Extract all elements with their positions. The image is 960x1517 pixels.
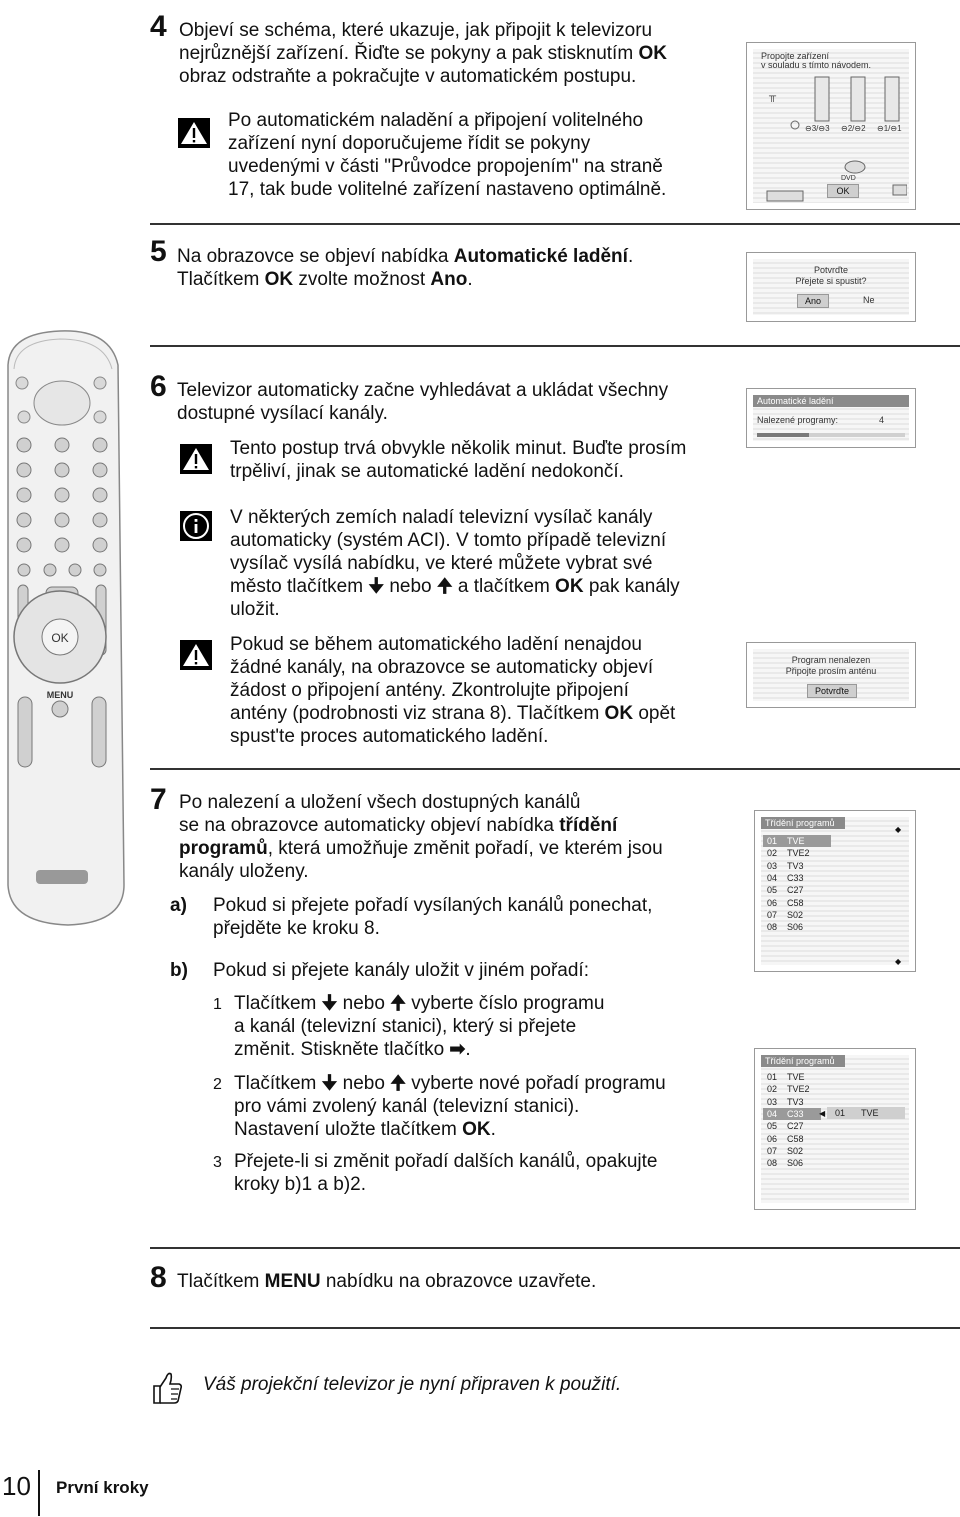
channel-name: C27: [787, 1121, 804, 1132]
program-number: 07: [767, 1145, 778, 1156]
sort-title: Třídění programů: [761, 817, 845, 829]
divider: [150, 1247, 960, 1249]
remote-control-illustration: [0, 325, 135, 930]
down-arrow-icon: 🠋: [321, 993, 338, 1014]
screen-text-line-1: Propojte zařízení: [761, 51, 830, 61]
channel-name: S06: [787, 922, 804, 933]
program-number: 04: [767, 1108, 778, 1119]
program-number: 05: [767, 1121, 778, 1132]
remote-menu-label: MENU: [46, 690, 74, 700]
warning-icon: [180, 640, 212, 670]
step-6-number: 6: [150, 370, 167, 403]
target-position: 01 TVE: [827, 1107, 905, 1119]
step-4-text: [179, 19, 719, 88]
program-number: 06: [767, 897, 778, 908]
up-arrow-icon: 🠉: [390, 1073, 406, 1094]
program-number: 02: [767, 1084, 778, 1095]
channel-name: C27: [787, 885, 804, 896]
program-number: 03: [767, 1096, 778, 1107]
step-4-line-2: nejrůznější zařízení. Řiďte se pokyny a pak stisknutím OK: [179, 43, 667, 64]
step-4-number: 4: [150, 10, 167, 43]
program-number: 08: [767, 1158, 778, 1169]
warning-icon: [178, 118, 210, 148]
table-row[interactable]: [763, 1096, 821, 1108]
program-number: 07: [767, 909, 778, 920]
channel-name: C33: [787, 1108, 804, 1119]
final-message: Váš projekční televizor je nyní připraven k použití.: [203, 1374, 622, 1395]
sort-title: Třídění programů: [761, 1055, 845, 1067]
yes-button[interactable]: Ano: [797, 294, 829, 308]
found-programs-count: 4: [879, 415, 885, 425]
right-arrow-icon: ➡: [449, 1039, 466, 1060]
program-number: 01: [767, 836, 778, 846]
screen-text-line-2: v souladu s tímto návodem.: [761, 60, 872, 70]
sort-programs-screen-b: [754, 1048, 916, 1210]
option-b-text: Pokud si přejete kanály uložit v jiném pořadí:: [213, 960, 589, 981]
channel-name: TV3: [787, 860, 804, 871]
table-row[interactable]: [763, 835, 831, 847]
channel-name: TVE2: [787, 1084, 810, 1095]
section-name: První kroky: [56, 1478, 149, 1497]
step-6-warning-text: Tento postup trvá obvykle několik minut. Buďte prosím trpěliví, jinak se automatické ladění nedokončí.: [230, 438, 687, 482]
table-row[interactable]: [763, 1083, 821, 1095]
auto-tuning-screen: [746, 388, 916, 448]
program-number: 01: [767, 1072, 778, 1082]
page-number: 10: [2, 1471, 31, 1501]
step-6-warning-2-text: Pokud se během automatického ladění nenajdou žádné kanály, na obrazovce se automaticky objeví žádost o připojení antény. Zkontrolujte připojení antény (podrobnosti viz strana 8). Tlačítkem OK opět spust'te proces automatického ladění.: [230, 634, 676, 747]
table-row[interactable]: [763, 1120, 821, 1132]
step-6-text: Televizor automaticky začne vyhledávat a ukládat všechny dostupné vysílací kanály.: [177, 380, 669, 424]
table-row[interactable]: [763, 860, 831, 872]
channel-name: S06: [787, 1158, 804, 1169]
table-row[interactable]: [763, 884, 831, 896]
tuning-progress-fill: [757, 433, 809, 437]
up-arrow-icon: 🠉: [436, 576, 453, 597]
confirm-button[interactable]: Potvrďte: [807, 684, 857, 698]
channel-name: S02: [787, 1145, 804, 1156]
substep-2-text: Tlačítkem 🠋 nebo 🠉 vyberte nové pořadí programu pro vámi zvolený kanál (televizní stanici). Nastavení uložte tlačítkem OK.: [234, 1073, 666, 1140]
substep-1-number: 1: [213, 996, 222, 1013]
scroll-up-icon[interactable]: ◆: [895, 825, 902, 834]
connection-diagram-screen: [746, 42, 916, 210]
port-label-3: ⊖3/⊖3: [805, 124, 830, 133]
substep-2-number: 2: [213, 1076, 222, 1093]
scroll-down-icon[interactable]: ◆: [895, 957, 902, 966]
divider: [150, 1327, 960, 1329]
no-button[interactable]: Ne: [863, 295, 875, 305]
table-row[interactable]: [763, 1133, 821, 1145]
footer-divider: [38, 1470, 40, 1516]
substep-3-number: 3: [213, 1154, 222, 1171]
up-arrow-icon: 🠉: [390, 993, 406, 1014]
channel-name: C33: [787, 872, 804, 883]
remote-ok-label: OK: [51, 631, 69, 645]
step-5-text: Na obrazovce se objeví nabídka Automatické ladění. Tlačítkem OK zvolte možnost Ano.: [177, 246, 634, 290]
down-arrow-icon: 🠋: [321, 1073, 338, 1094]
dvd-label: DVD: [841, 175, 856, 182]
channel-name: C58: [787, 1133, 804, 1144]
program-number: 06: [767, 1133, 778, 1144]
channel-name: S02: [787, 909, 804, 920]
program-number: 05: [767, 885, 778, 896]
table-row[interactable]: [763, 1108, 821, 1120]
info-icon: [180, 511, 212, 541]
down-arrow-icon: 🠋: [368, 576, 385, 597]
step-8-number: 8: [150, 1261, 167, 1294]
step-4-line-3: obraz odstraňte a pokračujte v automatickém postupu.: [179, 66, 637, 87]
table-row[interactable]: [763, 1071, 821, 1083]
table-row[interactable]: [763, 897, 831, 909]
table-row[interactable]: [763, 1157, 821, 1169]
divider: [150, 345, 960, 347]
no-program-message: Program nenalezen: [791, 655, 871, 665]
substep-1-text: Tlačítkem 🠋 nebo 🠉 vyberte číslo programu a kanál (televizní stanici), který si přejete změnit. Stiskněte tlačítko ➡.: [234, 993, 605, 1060]
step-4-line-1: Objeví se schéma, které ukazuje, jak připojit k televizoru: [179, 20, 653, 41]
step-7-text: Po nalezení a uložení všech dostupných kanálů se na obrazovce automaticky objeví nabídka třídění programů, která umožňuje změnit pořadí, ve kterém jsou kanály uloženy.: [179, 792, 663, 882]
table-row[interactable]: [763, 872, 831, 884]
channel-name: TVE: [787, 836, 805, 846]
program-number: 08: [767, 922, 778, 933]
thumbs-up-icon: [150, 1370, 184, 1406]
step-8-text: Tlačítkem MENU nabídku na obrazovce uzavřete.: [177, 1271, 597, 1292]
confirm-question: Přejete si spustit?: [795, 276, 867, 286]
table-row[interactable]: [763, 921, 831, 933]
program-number: 02: [767, 848, 778, 859]
auto-tuning-title: Automatické ladění: [753, 395, 909, 407]
svg-text:╥: ╥: [769, 91, 777, 102]
substep-3-text: Přejete-li si změnit pořadí dalších kanálů, opakujte kroky b)1 a b)2.: [234, 1151, 658, 1195]
channel-name: TV3: [787, 1096, 804, 1107]
warning-icon: [180, 444, 212, 474]
sort-programs-screen-a: [754, 810, 916, 972]
step-6-info-text: V některých zemích naladí televizní vysílač kanály automaticky (systém ACI). V tomto případě televizní vysílač vysílá nabídku, ve které můžete vybrat své město tlačítkem 🠋 nebo 🠉 a tlačítkem OK pak kanály uložit.: [230, 507, 680, 620]
program-number: 03: [767, 860, 778, 871]
divider: [150, 223, 960, 225]
no-program-screen: [746, 642, 916, 708]
found-programs-label: Nalezené programy:: [757, 415, 839, 425]
port-label-1: ⊖1/⊖1: [877, 124, 902, 133]
step-4-warning-text: Po automatickém naladění a připojení volitelného zařízení nyní doporučujeme řídit se pokyny uvedenými v části "Průvodce propojením" na straně 17, tak bude volitelné zařízení nastaveno optimálně.: [228, 110, 667, 200]
port-label-2: ⊖2/⊖2: [841, 124, 866, 133]
channel-name: C58: [787, 897, 804, 908]
divider: [150, 768, 960, 770]
confirm-title: Potvrďte: [813, 265, 849, 275]
tuning-progress-bar: [757, 433, 905, 437]
move-left-icon[interactable]: ◀: [819, 1109, 826, 1118]
channel-name: TVE2: [787, 848, 810, 859]
option-b-label: b): [170, 960, 188, 981]
channel-name: TVE: [787, 1072, 805, 1082]
step-7-number: 7: [150, 783, 167, 816]
confirm-tuning-screen: [746, 252, 916, 322]
option-a-label: a): [170, 895, 187, 916]
table-row[interactable]: [763, 909, 831, 921]
screen-ok-button[interactable]: OK: [827, 184, 859, 198]
connect-antenna-message: Připojte prosím anténu: [785, 666, 877, 676]
table-row[interactable]: [763, 1145, 821, 1157]
step-5-number: 5: [150, 235, 167, 268]
table-row[interactable]: [763, 847, 831, 859]
option-a-text: Pokud si přejete pořadí vysílaných kanálů ponechat, přejděte ke kroku 8.: [213, 895, 653, 939]
program-number: 04: [767, 872, 778, 883]
